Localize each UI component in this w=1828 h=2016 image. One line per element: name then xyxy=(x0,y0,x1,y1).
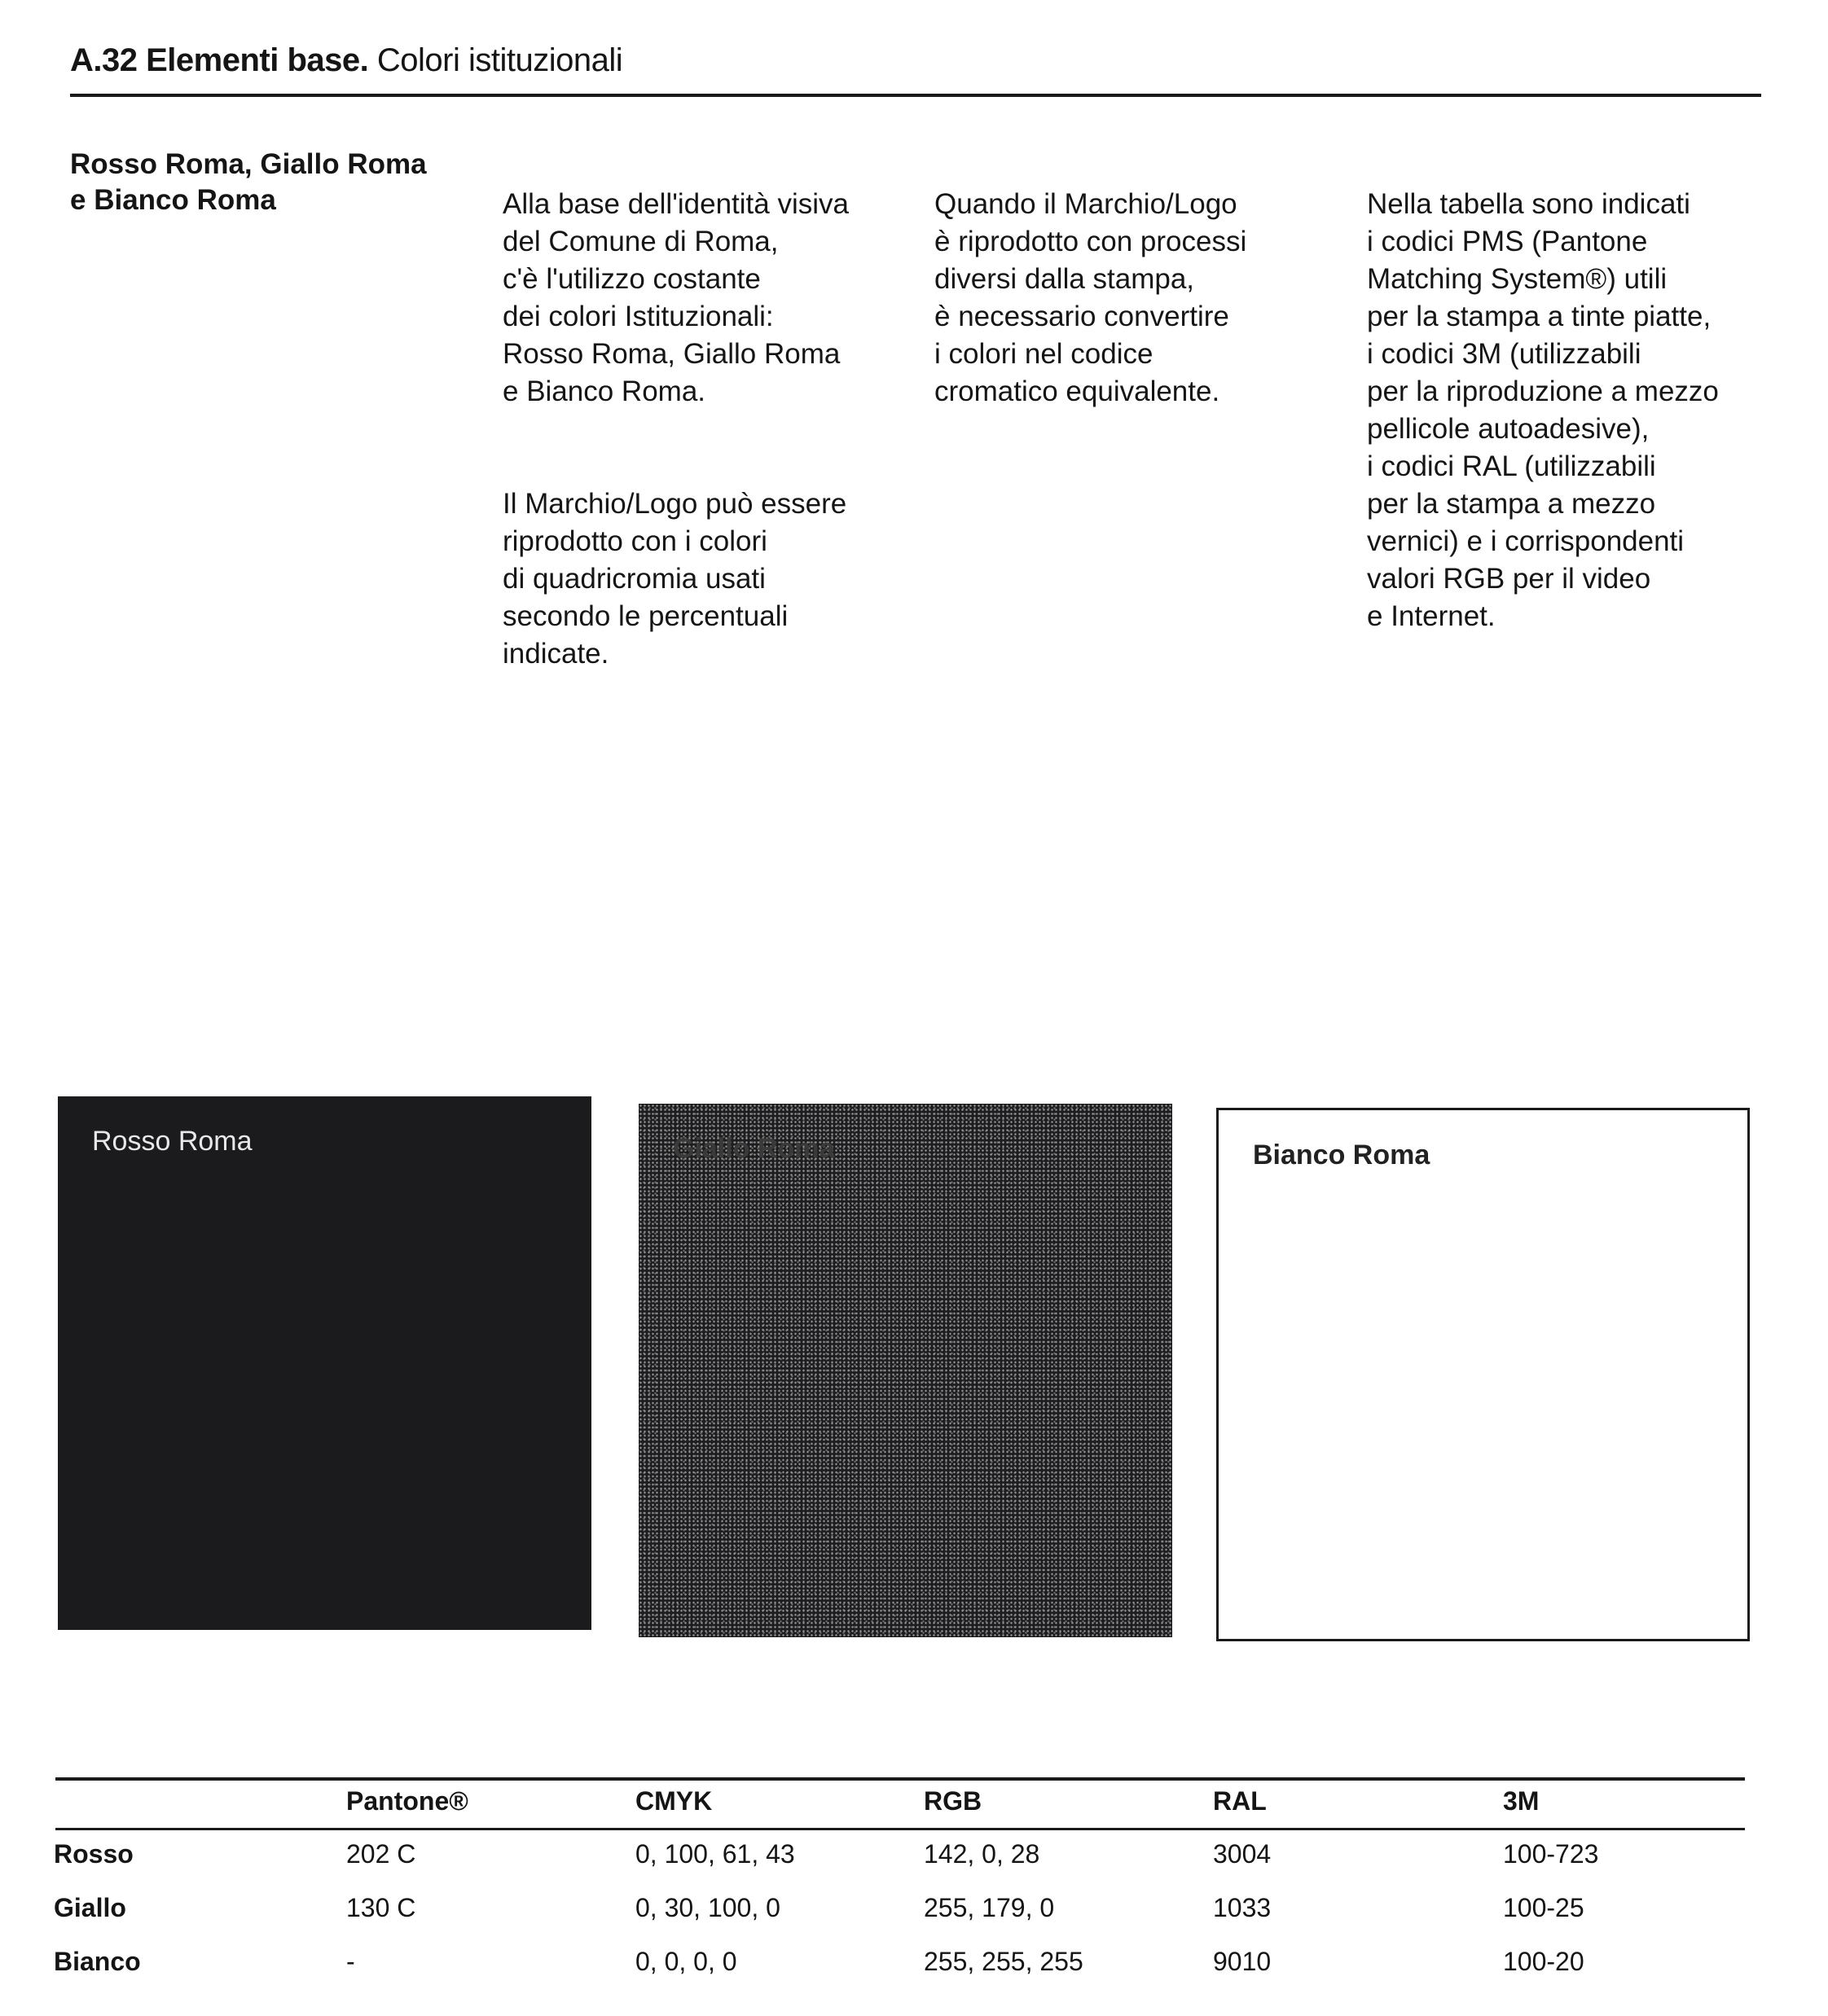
table-cell-giallo-cmyk: 0, 30, 100, 0 xyxy=(635,1893,780,1922)
intro-column-3 xyxy=(1367,148,1791,710)
swatch-giallo-label: Giallo Roma xyxy=(673,1133,835,1164)
swatch-giallo-roma xyxy=(639,1104,1172,1637)
intro-heading: Rosso Roma, Giallo Roma e Bianco Roma xyxy=(70,148,427,216)
table-header-rule xyxy=(55,1828,1745,1830)
page-header xyxy=(70,42,622,79)
table-cell-bianco-cmyk: 0, 0, 0, 0 xyxy=(635,1947,737,1976)
table-cell-giallo-rgb: 255, 179, 0 xyxy=(924,1893,1055,1922)
section-subtitle: Colori istituzionali xyxy=(376,42,623,78)
intro-column-1-paragraph-2: Il Marchio/Logo può essere riprodotto con i colori di quadricromia usati secondo le percentuali indicate. xyxy=(503,488,847,670)
table-cell-rosso-rgb: 142, 0, 28 xyxy=(924,1839,1040,1869)
table-cell-rosso-3m: 100-723 xyxy=(1503,1839,1599,1869)
table-cell-bianco-ral: 9010 xyxy=(1213,1947,1272,1976)
table-header-3m: 3M xyxy=(1503,1786,1540,1816)
section-title: Elementi base. xyxy=(146,42,369,78)
table-cell-bianco-3m: 100-20 xyxy=(1503,1947,1584,1976)
header-divider xyxy=(70,94,1761,97)
table-header-cmyk: CMYK xyxy=(635,1786,713,1816)
intro-column-3-paragraph: Nella tabella sono indicati i codici PMS (Pantone Matching System®) utili per la stampa a tinte piatte, i codici 3M (utilizzabili per la riproduzione a mezzo pellicole autoadesive), i codici RAL (utilizzabili per la stampa a mezzo vernici) e i corrispondenti valori RGB per il video e Internet. xyxy=(1367,188,1719,632)
swatch-rosso-roma xyxy=(58,1096,591,1630)
table-row-bianco-name: Bianco xyxy=(54,1947,141,1976)
table-cell-bianco-rgb: 255, 255, 255 xyxy=(924,1947,1083,1976)
table-cell-rosso-pantone: 202 C xyxy=(346,1839,416,1869)
swatch-bianco-label: Bianco Roma xyxy=(1253,1140,1430,1171)
table-cell-giallo-ral: 1033 xyxy=(1213,1893,1272,1922)
table-top-rule xyxy=(55,1777,1745,1781)
intro-column-2 xyxy=(934,148,1325,485)
table-row-giallo-name: Giallo xyxy=(54,1893,126,1922)
table-cell-rosso-ral: 3004 xyxy=(1213,1839,1272,1869)
swatch-rosso-label: Rosso Roma xyxy=(92,1126,253,1157)
table-header-rgb: RGB xyxy=(924,1786,982,1816)
table-cell-giallo-pantone: 130 C xyxy=(346,1893,416,1922)
table-cell-giallo-3m: 100-25 xyxy=(1503,1893,1584,1922)
swatch-bianco-roma xyxy=(1216,1108,1750,1641)
table-row-rosso-name: Rosso xyxy=(54,1839,134,1869)
intro-column-1 xyxy=(503,148,894,748)
table-cell-rosso-cmyk: 0, 100, 61, 43 xyxy=(635,1839,795,1869)
intro-column-1-paragraph-1: Alla base dell'identità visiva del Comune di Roma, c'è l'utilizzo costante dei colori Istituzionali: Rosso Roma, Giallo Roma e Bianco Roma. xyxy=(503,188,849,407)
table-cell-bianco-pantone: - xyxy=(346,1947,355,1976)
table-header-pantone: Pantone® xyxy=(346,1786,468,1816)
section-code: A.32 xyxy=(70,42,138,78)
intro-column-2-paragraph: Quando il Marchio/Logo è riprodotto con processi diversi dalla stampa, è necessario convertire i colori nel codice cromatico equivalente. xyxy=(934,188,1247,407)
table-header-ral: RAL xyxy=(1213,1786,1267,1816)
